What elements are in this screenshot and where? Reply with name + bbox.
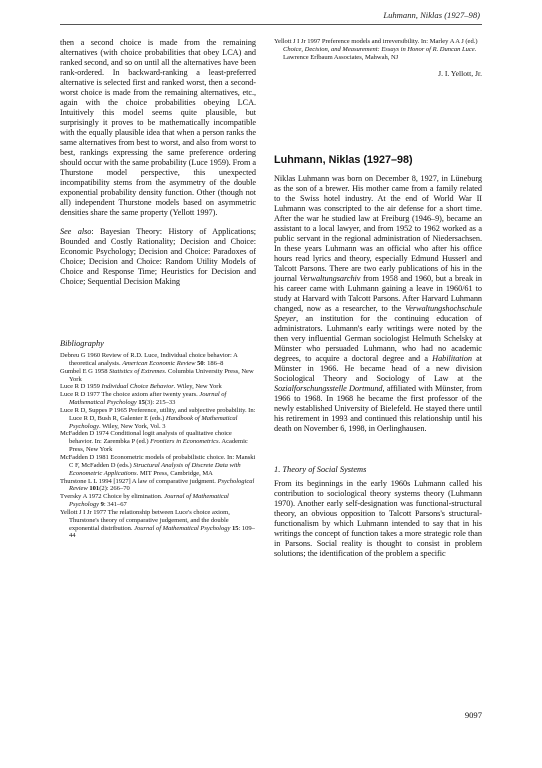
ref-authors: Luce R D 1977 The choice axiom after twenty years.: [60, 391, 200, 399]
page-number: 9097: [464, 710, 482, 720]
ref-source: Journal of Mathematical Psychology: [134, 524, 231, 532]
ref-authors: Yellott J I Jr 1997 Preference models and irreversibility. In: Marley A A J (ed.): [274, 38, 478, 45]
ref-source: Statistics of Extremes: [109, 367, 165, 375]
ref-authors: McFadden D 1981 Econometric models of probabilistic choice. In: Manski C F, McFadden D (eds.): [60, 453, 256, 469]
ref-publisher: . Wiley, New York: [173, 383, 222, 391]
ref-authors: Luce R D, Suppes P 1965 Preference, utility, and subjective probability. In: Luce R D, Bush R, Galenter E (eds.): [60, 406, 256, 422]
bio-text: , affiliated with Münster, from 1966 to 1968. In 1968 he became the first professor of the newly established University of Bielefeld. He stayed there until his retirement in 1993 and continued this relationship until his death on November 6, 1998, in Oerlinghausen.: [274, 383, 482, 433]
ref-volume: 9: [100, 501, 104, 509]
ref-publisher: . MIT Press, Cambridge, MA: [136, 469, 213, 477]
ref-source: Frontiers in Econometrics: [150, 438, 219, 446]
ref-pages: : 109–44: [69, 524, 255, 540]
section-paragraph: From its beginnings in the early 1960s Luhmann called his contribution to sociological theory systems theory (Luhmann 1970). Another early self-designation was functional-structural theory, an obvious opposition to Talcott Parsons's structural-functionalism by which Luhmann intended to say that in his writings the concept of function takes a more strategic role than in Parsons. Social reality is thought to consist in problem solutions; the identification of the problem a specific: [274, 478, 482, 558]
ref-source: Handbook of Mathematical Psychology: [69, 414, 238, 430]
ref-pages: (3): 215–33: [144, 399, 176, 407]
reference-item: [60, 407, 256, 431]
ref-authors: McFadden D 1974 Conditional logit analysis of qualitative choice behavior. In: Zarembka P (ed.): [60, 430, 232, 446]
reference-item: [60, 430, 256, 454]
header-rule: [60, 24, 482, 25]
see-also-text: : Bayesian Theory: History of Applications; Bounded and Costly Rationality; Decision and Choice: Economic Psychology; Decision and Choice: Paradoxes of Choice; Decision and Choice: Random Utility Models of Choice and Response Time; Heuristics for Decision and Choice; Sequential Decision Making: [60, 227, 256, 286]
bibliography-heading: Bibliography: [60, 339, 104, 348]
reference-item: [60, 509, 256, 540]
ref-pages: (2): 266–70: [99, 485, 130, 493]
ref-publisher: . Academic Press, New York: [69, 438, 248, 454]
ref-pages: : 186–8: [203, 359, 224, 367]
running-head: Luhmann, Niklas (1927–98): [383, 10, 480, 20]
ref-authors: Yellott J I Jr 1977 The relationship between Luce's choice axiom, Thurstone's theory of comparative judgement, and the double exponential distribution.: [60, 508, 230, 532]
ref-source: Psychological Review: [69, 477, 255, 493]
bio-text: Niklas Luhmann was born on December 8, 1927, in Lüneburg as the son of a brewer. His mother came from a family related to the Swiss hotel industry. At the end of World War II Luhmann was conscripted to the air defense for a short time. After the war he studied law at Freiburg (1946–9), became an assistant to a local lawyer, and from 1952 to 1962 worked as a public servant in the regional administration of Niedersachsen. In these years Luhmann was an official who after his office hours read lyrics and theory, especially Edmund Husserl and Talcott Parsons. There are two early publications of his in the journal: [274, 173, 482, 283]
ref-volume: 101: [89, 485, 100, 493]
bio-text: at Münster in 1966. He became head of a new division Sociological Theory and Sociology of Law at the: [274, 353, 482, 383]
section-heading: 1. Theory of Social Systems: [274, 464, 367, 474]
ref-source: Choice, Decision, and Measurement: Essays in Honor of R. Duncan Luce: [283, 45, 475, 53]
reference-item: [60, 493, 256, 509]
bio-italic-school: Sozialforschungsstelle Dortmund: [274, 383, 383, 393]
ref-volume: 15: [138, 399, 145, 407]
ref-volume: 15: [231, 524, 239, 532]
bio-italic-habilitation: Habilitation: [432, 353, 472, 363]
ref-source: Individual Choice Behavior: [101, 383, 174, 391]
bio-italic-journal: Verwaltungsarchiv: [299, 273, 361, 283]
see-also-label: See also: [60, 227, 92, 236]
reference-item: [60, 454, 256, 478]
reference-item: [60, 352, 256, 368]
bio-text: , an institution for the continuing education of administrators. Luhmann's early writings were noted by the then very influential German sociologist Helmuth Schelsky at Münster who persuaded Luhmann, who had no academic degrees, to acquire a doctoral degree and a: [274, 313, 482, 363]
reference-item: [60, 383, 256, 391]
left-column: [60, 38, 256, 540]
ref-publisher: . Lawrence Erlbaum Associates, Mahwah, NJ: [283, 45, 477, 61]
ref-source: American Economic Review: [122, 359, 196, 367]
reference-item: [60, 368, 256, 384]
reference-item: [274, 38, 482, 62]
bibliography-list: [60, 352, 256, 540]
ref-authors: Tversky A 1972 Choice by elimination.: [60, 493, 165, 501]
author-signature: J. I. Yellott, Jr.: [438, 68, 482, 78]
biography-paragraph: [274, 174, 482, 434]
ref-publisher: . Wiley, New York, Vol. 3: [98, 422, 166, 430]
body-paragraph: then a second choice is made from the remaining alternatives (with choice probabilities that obey LCA) and ranked second, and so on until all the alternatives have been rank-ordered. In backward-ranking a least-preferred alternative is selected first and ranked worst, then a second-worst choice is made from the remaining alternatives, etc., again with the choice probabilities obeying LCA. Intuitively this model seems quite plausible, but surprisingly it proves to be mathematically incompatible with the equally plausible idea that when a person ranks the same alternatives from best to worst, and also from worst to best, rankings expressing the same preference ordering should occur with the same probability (Luce 1959). From a Thurstone model perspective, this unexpected incompatibility stems from the asymmetry of the double exponential probability density function. Other (though not all) independent Thurstone models based on asymmetric densities share the same property (Yellott 1997).: [60, 38, 256, 217]
ref-volume: 50: [197, 359, 204, 367]
reference-item: [60, 478, 256, 494]
see-also: [60, 227, 256, 287]
ref-publisher: . Columbia University Press, New York: [69, 367, 254, 383]
right-column: [274, 38, 482, 559]
reference-item: [60, 391, 256, 407]
ref-source: Structural Analysis of Discrete Data with Econometric Applications: [69, 461, 241, 477]
ref-authors: Debreu G 1960 Review of R.D. Luce, Individual choice behavior: A theoretical analysis.: [60, 352, 238, 367]
ref-source: Journal of Mathematical Psychology: [69, 493, 229, 509]
article-title: Luhmann, Niklas (1927–98): [274, 153, 413, 166]
ref-authors: Thurstone L L 1994 [1927] A law of comparative judgment.: [60, 477, 218, 485]
ref-authors: Gumbel E G 1958: [60, 367, 110, 375]
bio-italic-institution: Verwaltungshochschule Speyer: [274, 303, 482, 323]
ref-pages: : 341–67: [103, 501, 127, 509]
ref-source: Journal of Mathematical Psychology: [69, 391, 227, 407]
bio-text: from 1958 and 1960, but a break in his career came with Luhmann gaining a leave in 1960/61 to study at Harvard with Talcott Parsons. After Harvard Luhmann changed, now as a researcher, to the: [274, 273, 482, 313]
ref-authors: Luce R D 1959: [60, 383, 102, 391]
